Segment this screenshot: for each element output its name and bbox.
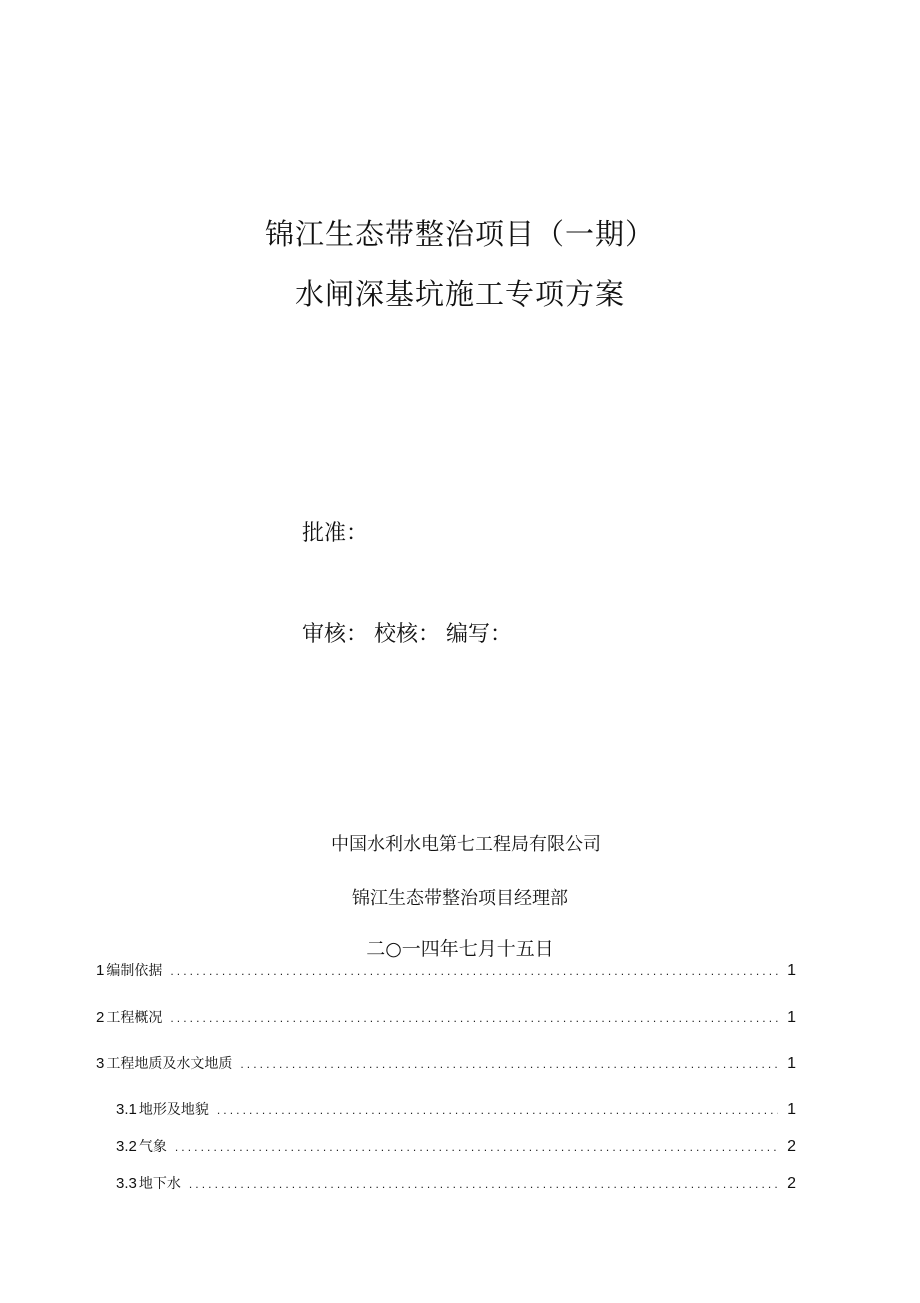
check-label: 校核：: [374, 622, 441, 647]
document-title-line-1: 锦江生态带整治项目（一期）: [264, 217, 655, 251]
toc-dot-leader: [189, 1177, 778, 1191]
toc-entry-page: 1: [787, 1101, 796, 1118]
toc-subentry[interactable]: [116, 1099, 796, 1119]
toc-entry-number: 3: [96, 1055, 105, 1072]
approval-field: [302, 516, 368, 547]
toc-entry-label: 气象: [138, 1139, 167, 1155]
document-title-line-2: 水闸深基坑施工专项方案: [294, 277, 625, 311]
toc-entry-label: 工程地质及水文地质: [106, 1056, 233, 1072]
toc-entry-number: 3.3: [116, 1175, 137, 1192]
toc-dot-leader: [240, 1057, 778, 1071]
company-name: 中国水利水电第七工程局有限公司: [331, 834, 601, 855]
toc-subentry[interactable]: [116, 1173, 796, 1193]
toc-entry-page: 1: [787, 1055, 796, 1072]
toc-entry-number: 2: [96, 1009, 105, 1026]
toc-entry-label: 地形及地貌: [138, 1102, 209, 1118]
toc-entry-page: 1: [787, 1009, 796, 1026]
approve-label: 批准：: [302, 521, 369, 546]
toc-entry-label: 编制依据: [106, 963, 163, 979]
toc-entry-page: 2: [787, 1175, 796, 1192]
toc-dot-leader: [170, 1011, 778, 1025]
toc-entry-number: 3.1: [116, 1101, 137, 1118]
toc-entry-page: 1: [787, 962, 796, 979]
toc-entry-label: 地下水: [138, 1176, 181, 1192]
toc-entry-page: 2: [787, 1138, 796, 1155]
author-label: 编写：: [446, 622, 513, 647]
toc-entry[interactable]: [96, 960, 796, 980]
toc-dot-leader: [175, 1140, 778, 1154]
toc-entry[interactable]: [96, 1053, 796, 1073]
review-fields: [302, 617, 512, 648]
document-date: 二○一四年七月十五日: [366, 938, 554, 960]
toc-entry-label: 工程概况: [106, 1010, 163, 1026]
toc-entry-number: 3.2: [116, 1138, 137, 1155]
department-name: 锦江生态带整治项目经理部: [352, 888, 568, 909]
toc-entry-number: 1: [96, 962, 105, 979]
review-label: 审核：: [302, 622, 369, 647]
toc-dot-leader: [170, 964, 778, 978]
toc-subentry[interactable]: [116, 1136, 796, 1156]
toc-dot-leader: [217, 1103, 778, 1117]
toc-entry[interactable]: [96, 1007, 796, 1027]
